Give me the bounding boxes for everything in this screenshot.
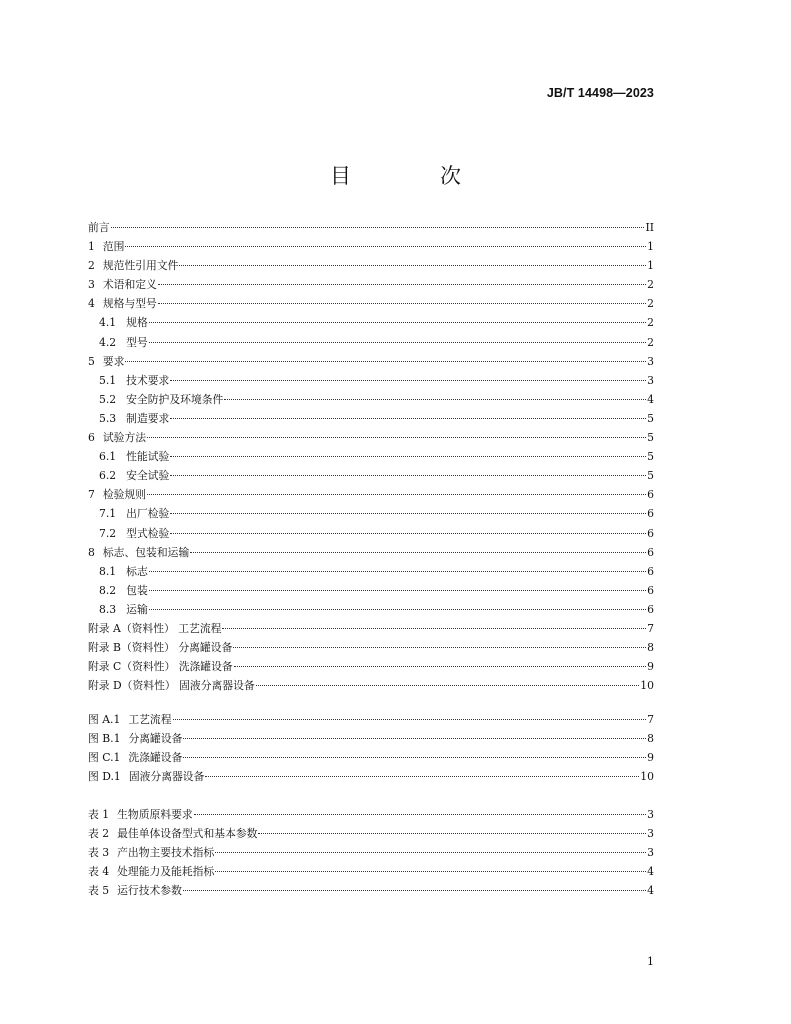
dot-leader xyxy=(256,685,640,686)
entry-number: 5 xyxy=(88,354,95,368)
dot-leader xyxy=(222,628,646,629)
entry-number: 表 2 xyxy=(88,827,110,841)
entry-title: 标志 xyxy=(126,564,148,578)
entry-page-number: 6 xyxy=(647,526,654,540)
toc-entry[interactable] xyxy=(88,524,654,543)
entry-page-number: 9 xyxy=(647,751,654,765)
entry-page-number: II xyxy=(645,221,654,234)
table-entry[interactable] xyxy=(88,805,654,824)
entry-title: 要求 xyxy=(102,354,125,368)
entry-number: 表 1 xyxy=(88,808,110,821)
toc-entry[interactable] xyxy=(88,428,654,447)
entry-number: 4.2 xyxy=(99,335,117,349)
entry-title: 固液分离器设备 xyxy=(128,770,205,784)
dot-leader xyxy=(179,265,646,266)
standard-code: JB/T 14498—2023 xyxy=(546,86,654,100)
entry-title: 运行技术参数 xyxy=(117,884,182,898)
table-entry[interactable] xyxy=(88,862,654,881)
entry-page-number: 1 xyxy=(647,240,654,254)
dot-leader xyxy=(149,609,646,610)
table-entry[interactable] xyxy=(88,843,654,862)
entry-title: 术语和定义 xyxy=(102,278,157,292)
toc-entry[interactable] xyxy=(88,466,654,485)
toc-entry[interactable] xyxy=(88,237,654,256)
entry-page-number: 5 xyxy=(647,411,654,425)
entry-title: 规格 xyxy=(126,316,148,330)
entry-page-number: 4 xyxy=(647,884,654,898)
entry-title: 型式检验 xyxy=(126,526,170,540)
entry-page-number: 8 xyxy=(647,732,654,746)
toc-entry[interactable] xyxy=(88,409,654,428)
toc-figures-list xyxy=(88,710,654,786)
entry-page-number: 5 xyxy=(647,450,654,464)
entry-number: 4 xyxy=(88,297,95,311)
entry-title: 生物质原料要求 xyxy=(117,808,193,821)
entry-number: 7.2 xyxy=(99,526,117,540)
dot-leader xyxy=(173,719,646,720)
figure-entry[interactable] xyxy=(88,729,654,748)
entry-number: 图 D.1 xyxy=(88,770,121,784)
toc-entry[interactable] xyxy=(88,371,654,390)
dot-leader xyxy=(183,738,646,739)
dot-leader xyxy=(234,666,646,667)
toc-entry[interactable] xyxy=(88,619,654,638)
entry-number: 图 B.1 xyxy=(88,732,121,746)
dot-leader xyxy=(183,890,646,891)
entry-title: 附录 C（资料性） 洗涤罐设备 xyxy=(88,660,233,674)
entry-page-number: 7 xyxy=(647,621,654,635)
entry-number: 5.3 xyxy=(99,411,117,425)
entry-number: 表 3 xyxy=(88,846,110,860)
entry-title: 范围 xyxy=(102,240,125,254)
toc-entry[interactable] xyxy=(88,504,654,523)
entry-title: 前言 xyxy=(88,221,110,234)
toc-entry[interactable] xyxy=(88,390,654,409)
entry-title: 产出物主要技术指标 xyxy=(117,846,215,860)
entry-page-number: 2 xyxy=(647,316,654,330)
table-entry[interactable] xyxy=(88,824,654,843)
dot-leader xyxy=(147,437,646,438)
entry-title: 出厂检验 xyxy=(126,507,170,521)
dot-leader xyxy=(149,322,646,323)
entry-title: 技术要求 xyxy=(126,373,170,387)
toc-entry[interactable] xyxy=(88,275,654,294)
entry-page-number: 6 xyxy=(647,507,654,521)
toc-tables-list xyxy=(88,805,654,900)
entry-page-number: 10 xyxy=(640,679,654,693)
entry-number: 表 5 xyxy=(88,884,110,898)
entry-title: 洗涤罐设备 xyxy=(128,751,183,765)
dot-leader xyxy=(149,590,646,591)
toc-entry[interactable] xyxy=(88,294,654,313)
toc-entry[interactable] xyxy=(88,313,654,332)
dot-leader xyxy=(158,303,646,304)
dot-leader xyxy=(158,284,646,285)
entry-number: 3 xyxy=(88,278,95,292)
entry-number: 5.1 xyxy=(99,373,117,387)
entry-page-number: 3 xyxy=(647,846,654,860)
dot-leader xyxy=(190,552,646,553)
entry-page-number: 2 xyxy=(647,297,654,311)
entry-title: 包装 xyxy=(126,583,148,597)
dot-leader xyxy=(215,871,646,872)
toc-entry[interactable] xyxy=(88,657,654,676)
dot-leader xyxy=(170,380,646,381)
entry-number: 6.1 xyxy=(99,450,117,464)
entry-title: 安全试验 xyxy=(126,469,170,483)
entry-title: 标志、包装和运输 xyxy=(102,545,190,559)
figure-entry[interactable] xyxy=(88,748,654,767)
toc-entry[interactable] xyxy=(88,333,654,352)
dot-leader xyxy=(111,227,645,228)
toc-entry[interactable] xyxy=(88,638,654,657)
entry-title: 运输 xyxy=(126,602,148,616)
entry-page-number: 9 xyxy=(647,660,654,674)
dot-leader xyxy=(170,513,646,514)
toc-entry[interactable] xyxy=(88,543,654,562)
page-number: 1 xyxy=(647,955,654,968)
entry-title: 工艺流程 xyxy=(128,713,172,726)
entry-title: 附录 D（资料性） 固液分离器设备 xyxy=(88,679,255,693)
entry-number: 6.2 xyxy=(99,469,117,483)
dot-leader xyxy=(224,399,646,400)
entry-title: 分离罐设备 xyxy=(128,732,183,746)
entry-title: 最佳单体设备型式和基本参数 xyxy=(117,827,258,841)
entry-title: 性能试验 xyxy=(126,450,170,464)
dot-leader xyxy=(149,571,646,572)
entry-number: 6 xyxy=(88,431,95,445)
dot-leader xyxy=(183,757,646,758)
dot-leader xyxy=(194,814,646,815)
entry-page-number: 6 xyxy=(647,564,654,578)
toc-entry[interactable] xyxy=(88,581,654,600)
dot-leader xyxy=(125,246,646,247)
dot-leader xyxy=(149,342,646,343)
entry-page-number: 6 xyxy=(647,488,654,502)
entry-title: 附录 B（资料性） 分离罐设备 xyxy=(88,641,233,655)
entry-page-number: 3 xyxy=(647,827,654,841)
dot-leader xyxy=(125,361,646,362)
entry-title: 规格与型号 xyxy=(102,297,157,311)
entry-page-number: 6 xyxy=(647,545,654,559)
entry-number: 1 xyxy=(88,240,95,254)
entry-page-number: 6 xyxy=(647,602,654,616)
table-entry[interactable] xyxy=(88,881,654,900)
figure-entry[interactable] xyxy=(88,710,654,729)
dot-leader xyxy=(170,456,646,457)
entry-number: 8.1 xyxy=(99,564,117,578)
entry-page-number: 6 xyxy=(647,583,654,597)
entry-page-number: 4 xyxy=(647,865,654,879)
entry-title: 试验方法 xyxy=(102,431,147,445)
entry-number: 5.2 xyxy=(99,392,117,406)
toc-entry[interactable] xyxy=(88,485,654,504)
dot-leader xyxy=(233,647,646,648)
entry-title: 检验规则 xyxy=(102,488,147,502)
entry-page-number: 2 xyxy=(647,335,654,349)
entry-number: 图 A.1 xyxy=(88,713,121,726)
entry-number: 图 C.1 xyxy=(88,751,121,765)
entry-number: 8.2 xyxy=(99,583,117,597)
entry-page-number: 2 xyxy=(647,278,654,292)
entry-number: 8.3 xyxy=(99,602,117,616)
entry-page-number: 7 xyxy=(647,713,654,726)
entry-number: 2 xyxy=(88,259,95,273)
entry-page-number: 5 xyxy=(647,469,654,483)
toc-entry[interactable] xyxy=(88,676,654,695)
toc-entry[interactable] xyxy=(88,600,654,619)
dot-leader xyxy=(170,475,646,476)
toc-entry[interactable] xyxy=(88,218,654,237)
entry-number: 7.1 xyxy=(99,507,117,521)
entry-page-number: 1 xyxy=(647,259,654,273)
entry-title: 型号 xyxy=(126,335,148,349)
toc-entry[interactable] xyxy=(88,447,654,466)
dot-leader xyxy=(215,852,646,853)
entry-title: 附录 A（资料性） 工艺流程 xyxy=(88,621,222,635)
toc-main-list xyxy=(88,218,654,695)
entry-page-number: 3 xyxy=(647,373,654,387)
entry-page-number: 3 xyxy=(647,354,654,368)
entry-number: 8 xyxy=(88,545,95,559)
dot-leader xyxy=(205,776,639,777)
entry-title: 规范性引用文件 xyxy=(102,259,179,273)
entry-number: 表 4 xyxy=(88,865,110,879)
entry-title: 制造要求 xyxy=(126,411,170,425)
entry-number: 4.1 xyxy=(99,316,117,330)
toc-entry[interactable] xyxy=(88,562,654,581)
entry-page-number: 8 xyxy=(647,641,654,655)
entry-page-number: 3 xyxy=(647,808,654,821)
dot-leader xyxy=(170,418,646,419)
dot-leader xyxy=(258,833,646,834)
dot-leader xyxy=(147,494,646,495)
entry-number: 7 xyxy=(88,488,95,502)
page-title: 目 次 xyxy=(330,164,495,188)
entry-page-number: 4 xyxy=(647,392,654,406)
entry-page-number: 5 xyxy=(647,431,654,445)
toc-entry[interactable] xyxy=(88,256,654,275)
toc-entry[interactable] xyxy=(88,352,654,371)
dot-leader xyxy=(170,533,646,534)
entry-page-number: 10 xyxy=(640,770,654,784)
figure-entry[interactable] xyxy=(88,767,654,786)
entry-title: 处理能力及能耗指标 xyxy=(117,865,215,879)
entry-title: 安全防护及环境条件 xyxy=(126,392,224,406)
